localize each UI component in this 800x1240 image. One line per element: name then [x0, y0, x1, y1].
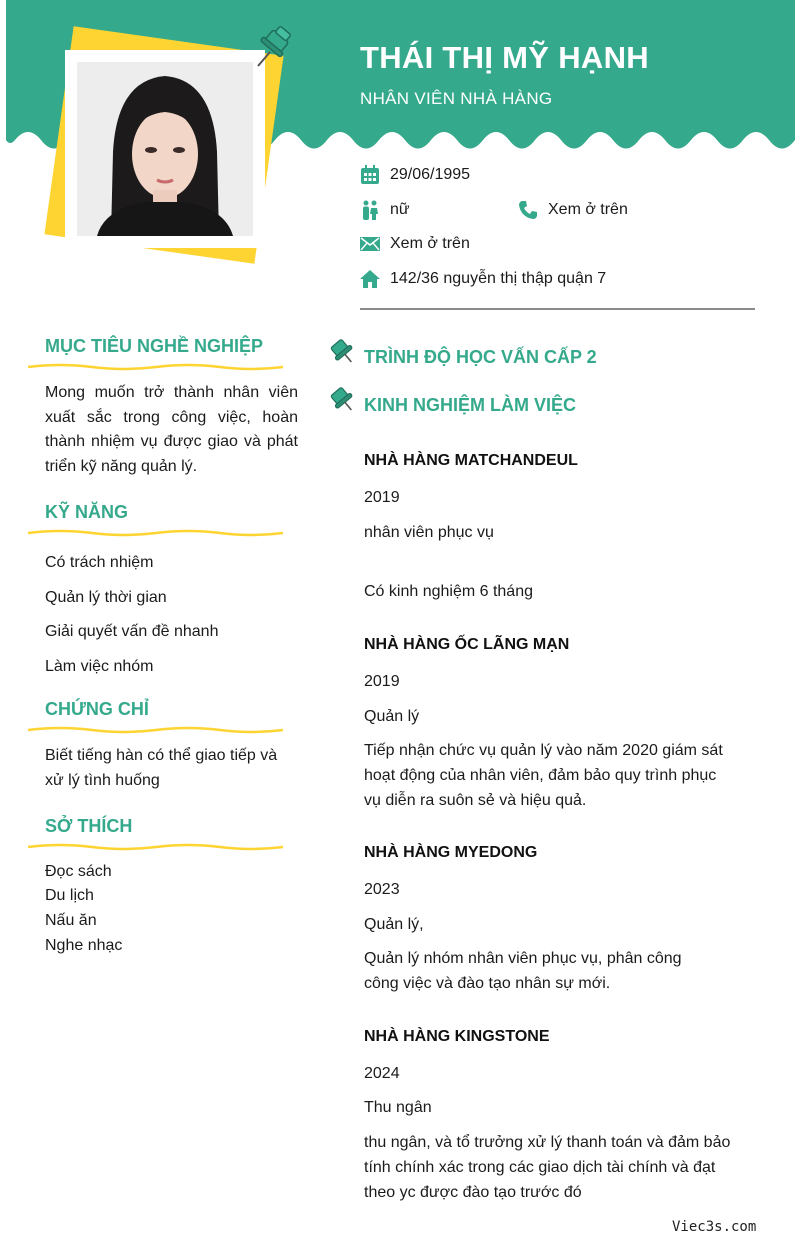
calendar-icon — [360, 165, 380, 185]
pushpin-icon — [250, 24, 294, 72]
hobby-item: Đọc sách — [45, 863, 112, 880]
wavy-underline — [28, 725, 283, 735]
job-role: Quản lý, — [364, 916, 424, 933]
wavy-underline — [28, 842, 283, 852]
job-description: Quản lý nhóm nhân viên phục vụ, phân công công việc và đào tạo nhân sự mới. — [364, 950, 682, 992]
job-role: Thu ngân — [364, 1099, 432, 1116]
info-divider — [360, 308, 755, 310]
profile-photo-container — [40, 28, 290, 278]
job-company: NHÀ HÀNG MATCHANDEUL — [364, 452, 578, 469]
job-year: 2019 — [364, 489, 400, 506]
info-gender — [360, 200, 410, 220]
phone-value: Xem ở trên — [548, 201, 628, 218]
job-company: NHÀ HÀNG ỐC LÃNG MẠN — [364, 636, 570, 653]
job-company: NHÀ HÀNG MYEDONG — [364, 844, 538, 861]
objective-text: Mong muốn trở thành nhân viên xuất sắc trong công việc, hoàn thành nhiệm vụ được giao và phát triển kỹ năng quản lý. — [45, 384, 298, 475]
job-title: NHÂN VIÊN NHÀ HÀNG — [360, 89, 553, 108]
pushpin-icon — [328, 385, 358, 415]
address-value: 142/36 nguyễn thị thập quận 7 — [390, 270, 607, 287]
info-email — [360, 234, 470, 254]
skill-item: Làm việc nhóm — [45, 658, 154, 675]
job-description: thu ngân, và tổ trưởng xử lý thanh toán và đảm bảo tính chính xác trong các giao dịch tài chính và đạt theo yc được đào tạo trước đó — [364, 1134, 731, 1201]
profile-photo — [77, 62, 253, 236]
info-phone — [518, 200, 628, 220]
job-year: 2023 — [364, 881, 400, 898]
hobby-item: Nấu ăn — [45, 912, 97, 929]
skill-item: Có trách nhiệm — [45, 554, 154, 571]
skill-item: Giải quyết vấn đề nhanh — [45, 623, 219, 640]
home-icon — [360, 269, 380, 289]
job-year: 2024 — [364, 1065, 400, 1082]
job-role: Quản lý — [364, 708, 420, 725]
certificates-text: Biết tiếng hàn có thể giao tiếp và xử lý tình huống — [45, 747, 278, 789]
info-address — [360, 269, 606, 289]
job-role: nhân viên phục vụ — [364, 524, 494, 541]
email-value: Xem ở trên — [390, 235, 470, 252]
hobbies-heading: SỞ THÍCH — [45, 816, 133, 836]
photo-frame — [65, 50, 265, 248]
gender-value: nữ — [390, 201, 410, 218]
birthday-value: 29/06/1995 — [390, 166, 471, 183]
wavy-underline — [28, 362, 283, 372]
job-company: NHÀ HÀNG KINGSTONE — [364, 1028, 550, 1045]
skill-item: Quản lý thời gian — [45, 589, 167, 606]
info-birthday — [360, 165, 470, 185]
people-icon — [360, 200, 380, 220]
job-year: 2019 — [364, 673, 400, 690]
candidate-name: THÁI THỊ MỸ HẠNH — [360, 40, 649, 75]
avatar-portrait — [77, 62, 253, 236]
education-heading: TRÌNH ĐỘ HỌC VẤN CẤP 2 — [364, 347, 597, 367]
hobby-item: Nghe nhạc — [45, 937, 123, 954]
watermark-text: Viec3s.com — [672, 1219, 757, 1235]
job-description: Có kinh nghiệm 6 tháng — [364, 583, 533, 600]
envelope-icon — [360, 234, 380, 254]
pushpin-icon — [328, 337, 358, 367]
skills-heading: KỸ NĂNG — [45, 502, 129, 522]
experience-heading: KINH NGHIỆM LÀM VIỆC — [364, 395, 577, 415]
objective-heading: MỤC TIÊU NGHỀ NGHIỆP — [45, 336, 264, 356]
certificates-heading: CHỨNG CHỈ — [45, 699, 149, 719]
wavy-underline — [28, 528, 283, 538]
hobby-item: Du lịch — [45, 887, 94, 904]
job-description: Tiếp nhận chức vụ quản lý vào năm 2020 giám sát hoạt động của nhân viên, đảm bảo quy trình phục vụ diễn ra suôn sẻ và hiệu quả. — [364, 742, 723, 809]
phone-icon — [518, 200, 538, 220]
